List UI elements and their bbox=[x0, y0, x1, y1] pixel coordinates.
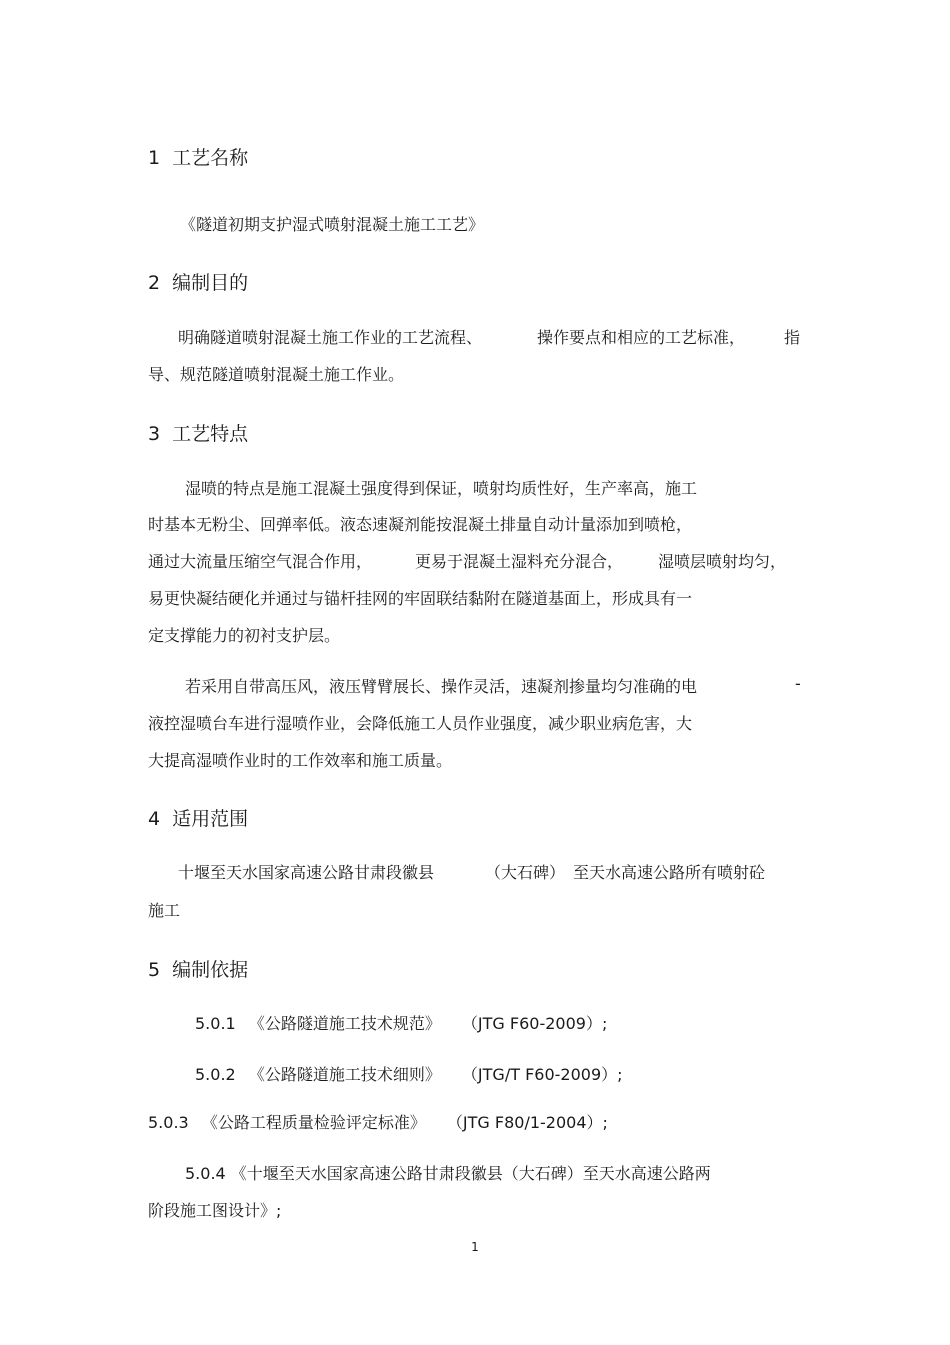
section-3-heading bbox=[148, 419, 248, 446]
section-title: 编制依据 bbox=[172, 959, 249, 981]
section-number: 2 bbox=[148, 272, 161, 294]
purpose-line-2: 导、规范隧道喷射混凝土施工作业。 bbox=[148, 365, 405, 384]
section-title: 工艺名称 bbox=[172, 147, 249, 169]
purpose-line-1b: 操作要点和相应的工艺标准， bbox=[537, 328, 746, 347]
feature-p1-line-1: 湿喷的特点是施工混凝土强度得到保证，喷射均质性好，生产率高，施工 bbox=[185, 479, 698, 498]
feature-p1-line-4: 易更快凝结硬化并通过与锚杆挂网的牢固联结黏附在隧道基面上，形成具有一 bbox=[148, 589, 693, 608]
section-5-heading bbox=[148, 955, 248, 982]
reference-title: 《公路隧道施工技术规范》 bbox=[248, 1014, 441, 1033]
section-title: 工艺特点 bbox=[172, 423, 249, 445]
scope-line-1b: （大石碑） bbox=[485, 863, 566, 882]
feature-p1-line-3c: 湿喷层喷射均匀， bbox=[658, 552, 787, 571]
reference-code: （JTG/T F60-2009）; bbox=[461, 1065, 623, 1084]
reference-code: （JTG F80/1-2004）; bbox=[446, 1113, 608, 1132]
section-number: 4 bbox=[148, 808, 161, 830]
reference-item-4-line-2: 阶段施工图设计》; bbox=[148, 1201, 282, 1220]
section-1-heading bbox=[148, 143, 248, 170]
feature-p1-line-3a: 通过大流量压缩空气混合作用， bbox=[148, 552, 373, 571]
reference-number: 5.0.2 bbox=[195, 1065, 236, 1084]
reference-code: （JTG F60-2009）; bbox=[461, 1014, 608, 1033]
section-number: 3 bbox=[148, 423, 161, 445]
reference-item bbox=[195, 1011, 607, 1034]
purpose-line-1a: 明确隧道喷射混凝土施工作业的工艺流程、 bbox=[178, 328, 483, 347]
section-2-heading bbox=[148, 268, 248, 295]
feature-p2-line-3: 大提高湿喷作业时的工作效率和施工质量。 bbox=[148, 751, 453, 770]
feature-p2-line-2: 液控湿喷台车进行湿喷作业，会降低施工人员作业强度，减少职业病危害，大 bbox=[148, 714, 693, 733]
reference-title: 《公路工程质量检验评定标准》 bbox=[201, 1113, 426, 1132]
reference-item bbox=[148, 1110, 608, 1133]
reference-item-4-line-1: 5.0.4 《十堰至天水国家高速公路甘肃段徽县（大石碑）至天水高速公路两 bbox=[185, 1164, 711, 1183]
reference-title: 《公路隧道施工技术细则》 bbox=[248, 1065, 441, 1084]
scope-line-2: 施工 bbox=[148, 901, 181, 920]
feature-p1-line-3b: 更易于混凝土湿料充分混合， bbox=[415, 552, 624, 571]
process-name-text: 《隧道初期支护湿式喷射混凝土施工工艺》 bbox=[180, 215, 485, 234]
feature-p2-line-1-dash: - bbox=[795, 674, 801, 693]
feature-p1-line-2: 时基本无粉尘、回弹率低。液态速凝剂能按混凝土排量自动计量添加到喷枪， bbox=[148, 515, 693, 534]
section-title: 适用范围 bbox=[172, 808, 249, 830]
section-number: 5 bbox=[148, 959, 161, 981]
purpose-line-1c: 指 bbox=[784, 328, 801, 347]
reference-number: 5.0.3 bbox=[148, 1113, 189, 1132]
page-number: 1 bbox=[471, 1240, 479, 1254]
section-4-heading bbox=[148, 804, 248, 831]
feature-p2-line-1: 若采用自带高压风，液压臂臂展长、操作灵活，速凝剂掺量均匀准确的电 bbox=[185, 677, 698, 696]
feature-p1-line-5: 定支撑能力的初衬支护层。 bbox=[148, 626, 341, 645]
reference-item bbox=[195, 1062, 623, 1085]
reference-number: 5.0.1 bbox=[195, 1014, 236, 1033]
scope-line-1a: 十堰至天水国家高速公路甘肃段徽县 bbox=[178, 863, 435, 882]
section-title: 编制目的 bbox=[172, 272, 249, 294]
scope-line-1c: 至天水高速公路所有喷射砼 bbox=[573, 863, 766, 882]
section-number: 1 bbox=[148, 147, 161, 169]
